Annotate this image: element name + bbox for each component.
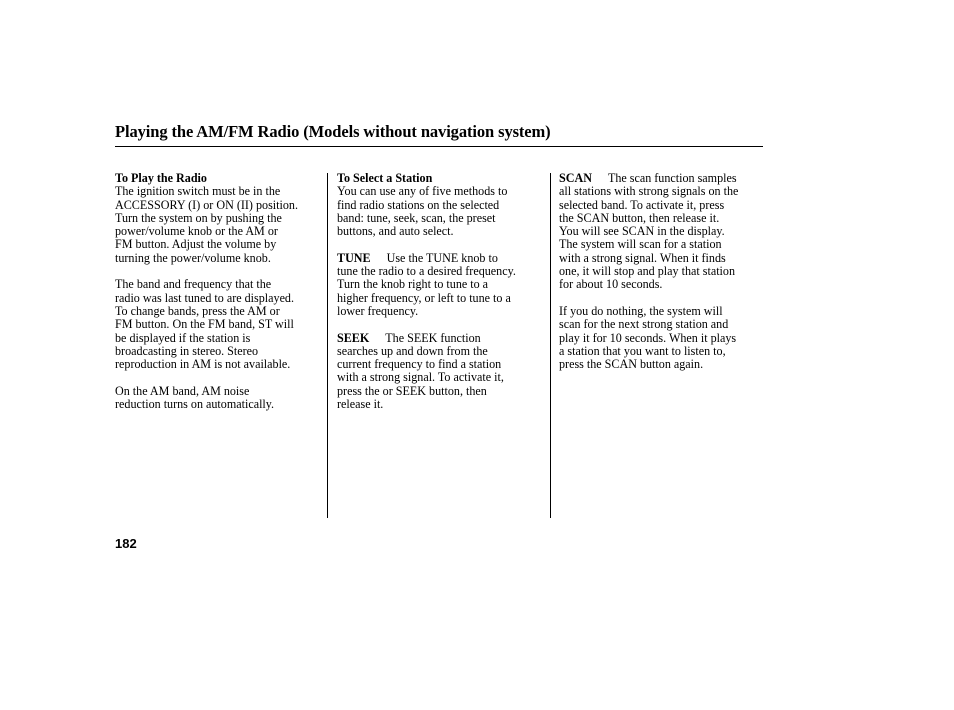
play-radio-paragraph-2: The band and frequency that the radio was last tuned to are displayed. To change bands, press the AM or FM button. On the FM band, ST will be displayed if the station is broadcasting in stereo. Stereo reproduction in AM is not available. — [115, 277, 295, 372]
scan-text: The scan function samples all stations with strong signals on the selected band. To activate it, press the SCAN button, then release it. You will see SCAN in the display. The system will scan for a station with a strong signal. When it finds one, it will stop and play that station for about 10 seconds. — [559, 171, 739, 292]
heading-select-station: To Select a Station — [337, 171, 433, 185]
title-rule — [115, 146, 763, 147]
section-select-station — [337, 172, 543, 238]
scan-heading: SCAN — [559, 171, 592, 185]
scan-paragraph-2: If you do nothing, the system will scan for the next strong station and play it for 10 seconds. When it plays a station that you want to listen to, press the SCAN button again. — [559, 303, 737, 372]
page-number: 182 — [115, 536, 137, 551]
column-divider-2 — [550, 173, 551, 518]
column-scan — [559, 172, 765, 385]
tune-text: Use the TUNE knob to tune the radio to a desired frequency. Turn the knob right to tune to a higher frequency, or left to tune to a lower frequency. — [337, 250, 516, 318]
column-divider-1 — [327, 173, 328, 518]
seek-text: The SEEK function searches up and down from the current frequency to find a station with a strong signal. To activate it, press the or SEEK button, then release it. — [337, 330, 504, 412]
column-play-radio — [115, 172, 321, 425]
section-play-radio — [115, 172, 321, 265]
page-title: Playing the AM/FM Radio (Models without navigation system) — [115, 122, 551, 141]
select-station-paragraph: You can use any of five methods to find radio stations on the selected band: tune, seek, scan, the preset buttons, and auto select. — [337, 184, 508, 239]
heading-play-radio: To Play the Radio — [115, 171, 207, 185]
tune-heading: TUNE — [337, 250, 371, 265]
play-radio-paragraph-1: The ignition switch must be in the ACCESSORY (I) or ON (II) position. Turn the system on by pushing the power/volume knob or the AM or FM button. Adjust the volume by turning the power/volume knob. — [115, 184, 298, 265]
seek-heading: SEEK — [337, 330, 370, 345]
tune-paragraph — [337, 252, 543, 318]
seek-paragraph — [337, 332, 543, 412]
column-select-station — [337, 172, 543, 425]
scan-paragraph — [559, 172, 765, 292]
play-radio-paragraph-3: On the AM band, AM noise reduction turns on automatically. — [115, 383, 275, 412]
